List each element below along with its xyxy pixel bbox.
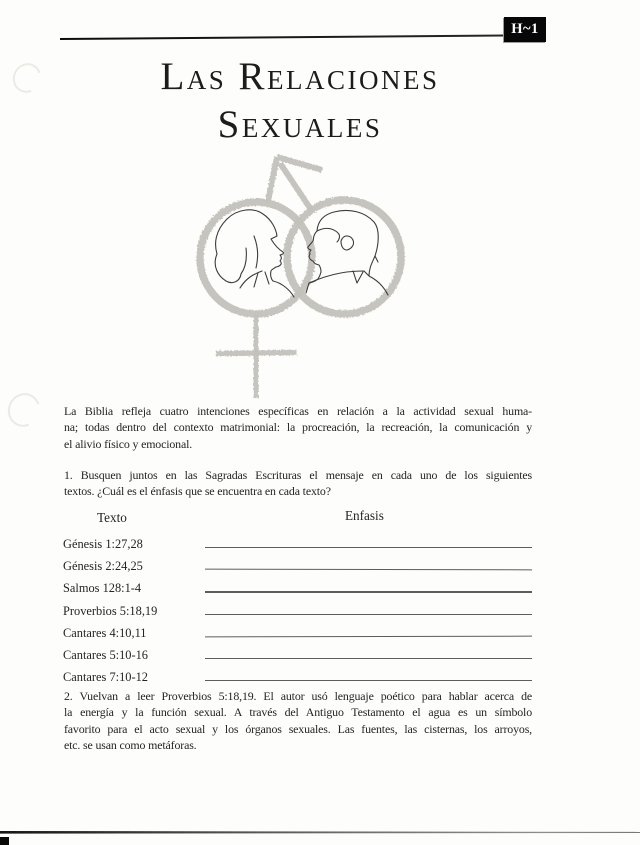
answer-blank-line xyxy=(205,569,532,571)
page-title-line1: Las Relaciones xyxy=(160,55,440,98)
page-code-badge xyxy=(504,17,546,42)
answer-blank-line xyxy=(205,591,532,592)
man-profile xyxy=(306,210,388,295)
intro-paragraph xyxy=(64,403,532,452)
column-header-texto: Texto xyxy=(97,510,127,525)
page-title-line2: Sexuales xyxy=(217,103,383,146)
answer-blank-line xyxy=(205,547,532,548)
table-row xyxy=(63,580,533,602)
scripture-table xyxy=(63,536,533,691)
intro-line-1: La Biblia refleja cuatro intenciones específicas en relación a la actividad sexual huma- xyxy=(64,404,532,418)
page-title xyxy=(20,53,580,149)
question-1-line-2: textos. ¿Cuál es el énfasis que se encuentra en cada texto? xyxy=(64,484,331,499)
question-2-line-4: etc. se usan como metáforas. xyxy=(64,737,197,752)
woman-profile xyxy=(215,210,294,297)
question-2-line-2: la energía y la función sexual. A través del Antiguo Testamento el agua es un símbolo xyxy=(64,705,532,720)
answer-blank-line xyxy=(205,680,532,681)
header-rule xyxy=(60,35,504,41)
scan-corner-mark xyxy=(0,837,9,845)
hole-punch-artifact xyxy=(2,388,45,432)
table-row xyxy=(63,558,533,580)
question-1 xyxy=(64,467,532,500)
intro-line-2: na; todas dentro del contexto matrimonial: la procreación, la recreación, la comunicación y xyxy=(64,420,532,435)
table-row xyxy=(63,603,533,625)
column-header-enfasis: Enfasis xyxy=(345,508,384,523)
question-1-line-1: 1. Busquen juntos en las Sagradas Escrituras el mensaje en cada uno de los siguientes xyxy=(64,468,532,482)
male-symbol xyxy=(268,157,401,314)
answer-blank-line xyxy=(205,658,532,659)
gender-symbols-illustration xyxy=(180,145,420,410)
scripture-reference: Cantares 7:10-12 xyxy=(63,670,148,685)
table-row xyxy=(63,536,533,558)
scan-edge-line xyxy=(0,831,640,834)
answer-blank-line xyxy=(205,614,532,615)
scripture-reference: Proverbios 5:18,19 xyxy=(63,603,158,618)
intro-line-3: el alivio físico y emocional. xyxy=(64,436,193,451)
scripture-reference: Salmos 128:1-4 xyxy=(63,581,142,596)
scripture-reference: Cantares 5:10-16 xyxy=(63,647,148,662)
scripture-reference: Génesis 2:24,25 xyxy=(63,559,143,574)
question-2-line-3: favorito para el acto sexual y los órganos sexuales. Las fuentes, las cisternas, los arroyos, xyxy=(64,721,532,736)
page-code-text: H~1 xyxy=(511,21,539,37)
scripture-reference: Cantares 4:10,11 xyxy=(63,625,147,640)
question-2 xyxy=(64,688,532,753)
table-row xyxy=(63,625,533,647)
question-2-line-1: 2. Vuelvan a leer Proverbios 5:18,19. El autor usó lenguaje poético para hablar acerca de xyxy=(64,689,532,703)
scripture-reference: Génesis 1:27,28 xyxy=(63,537,143,551)
answer-blank-line xyxy=(205,635,532,637)
table-row xyxy=(63,647,533,669)
